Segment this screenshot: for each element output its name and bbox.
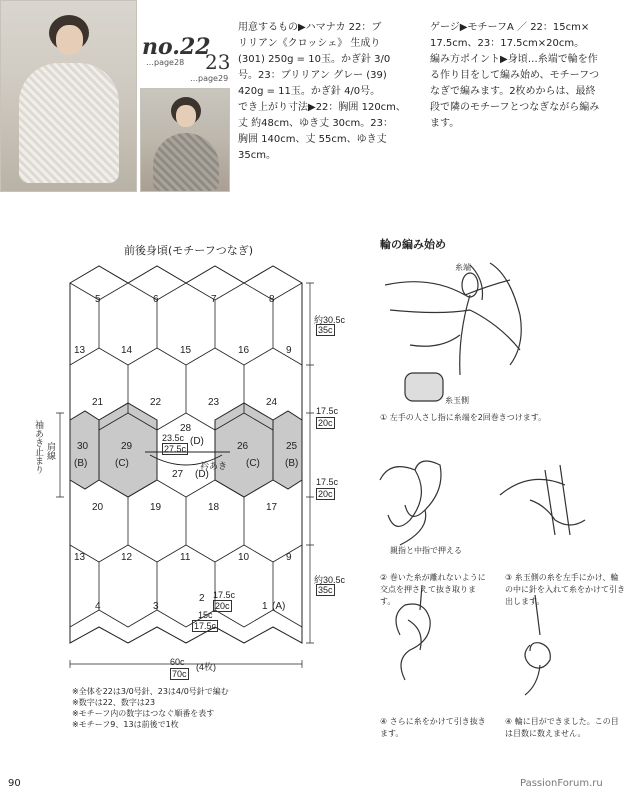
page-ref-22: …page28 bbox=[146, 58, 185, 67]
motif-label: 2 bbox=[199, 593, 205, 604]
motif-label: 11 bbox=[180, 552, 191, 563]
motif-label: 14 bbox=[121, 345, 133, 356]
sub-label-c-left: (C) bbox=[115, 458, 129, 469]
bottom-dim: 60c bbox=[170, 657, 185, 667]
motif-label: 6 bbox=[153, 294, 159, 305]
point-line: 編み方ポイント▶身頃…糸端で輪を作 bbox=[430, 54, 598, 65]
pattern-number-23: 23 bbox=[205, 50, 231, 74]
motif-label: 23 bbox=[208, 397, 220, 408]
motif-dim-23: 20c bbox=[215, 601, 230, 611]
motif-label: 1 bbox=[262, 601, 268, 612]
ring-title: 輪の編み始め bbox=[380, 238, 446, 251]
yarn-end-label: 糸端 bbox=[455, 263, 471, 272]
motif-label: 13 bbox=[74, 552, 86, 563]
page-number: 90 bbox=[8, 778, 21, 789]
neck-dim: 23.5c bbox=[162, 433, 185, 443]
left-hand-illustration bbox=[385, 280, 520, 350]
dim-row1: 約30.5c bbox=[314, 315, 346, 325]
materials-line: 号。23：ブリリアン グレー (39) bbox=[238, 70, 387, 81]
step-4-caption: ④ さらに糸をかけて引き抜きます。 bbox=[380, 717, 486, 738]
materials-line: リリアン《クロッシェ》 生成り bbox=[238, 38, 381, 49]
neck-label: 衿あき bbox=[200, 461, 228, 471]
motif-label: 10 bbox=[238, 552, 250, 563]
motif-label: 18 bbox=[208, 502, 220, 513]
cell-27-label: 27 bbox=[172, 469, 184, 480]
motif-label: 9 bbox=[286, 345, 292, 356]
motif-label: 8 bbox=[269, 294, 275, 305]
diagram-title: 前後身頃(モチーフつなぎ) bbox=[124, 244, 254, 257]
size-line: 丈 約48cm、ゆき丈 30cm。23： bbox=[238, 118, 394, 129]
sub-label-c-right: (C) bbox=[246, 458, 260, 469]
motif-label: 7 bbox=[211, 294, 217, 305]
note-line: ※モチーフ内の数字はつなぐ順番を表す bbox=[72, 709, 215, 718]
motif-label: 28 bbox=[180, 423, 192, 434]
motif-label: 21 bbox=[92, 397, 104, 408]
watermark: PassionForum.ru bbox=[520, 778, 603, 789]
sleeve-opening-label: 袖あき止まり bbox=[34, 420, 44, 474]
size-line: 35cm。 bbox=[238, 150, 276, 161]
note-line: ※数字は22、数字は23 bbox=[72, 698, 156, 707]
bottom-count: (4枚) bbox=[196, 662, 216, 672]
motif-dim: 15c bbox=[198, 610, 213, 620]
gauge-line: 17.5cm、23：17.5cm×20cm。 bbox=[430, 38, 585, 49]
size-line: 胸囲 140cm、丈 55cm、ゆき丈 bbox=[238, 134, 387, 145]
page-ref-23: …page29 bbox=[190, 74, 229, 83]
motif-label: 5 bbox=[95, 294, 101, 305]
step-3-caption: ③ 糸玉側の糸を左手にかけ、輪の中に針を入れて糸をかけて引き出します。 bbox=[505, 573, 625, 606]
sub-label-a: (A) bbox=[272, 601, 286, 612]
yarn-strand bbox=[460, 295, 470, 375]
gauge-line: ゲージ▶モチーフA ／ 22：15cm× bbox=[430, 22, 590, 33]
bottom-dim-23: 70c bbox=[172, 669, 187, 679]
motif-label: 13 bbox=[74, 345, 86, 356]
point-line: る作り目をして編み始め、モチーフつ bbox=[430, 70, 600, 81]
diagram-notes bbox=[72, 686, 312, 730]
motif-dim-23: 17.5c bbox=[194, 621, 217, 631]
sub-label-d-top: (D) bbox=[190, 436, 204, 447]
motif-label: 22 bbox=[150, 397, 162, 408]
dim-row1-23: 35c bbox=[318, 325, 333, 335]
note-line: ※モチーフ9、13は前後で1枚 bbox=[72, 720, 179, 729]
dim-row3-23: 20c bbox=[318, 489, 333, 499]
motif-label: 4 bbox=[95, 601, 101, 612]
ring-illustrations bbox=[370, 255, 620, 725]
loop-illustration-3 bbox=[500, 465, 585, 535]
sub-label-b-left: (B) bbox=[74, 458, 88, 469]
motif-label: 16 bbox=[238, 345, 250, 356]
dim-row4-23: 35c bbox=[318, 585, 333, 595]
point-line: 段で隣のモチーフとつなぎながら編み bbox=[430, 102, 600, 113]
motif-label: 12 bbox=[121, 552, 133, 563]
motif-label: 24 bbox=[266, 397, 278, 408]
materials-line: (301) 250g = 10玉。かぎ針 3/0 bbox=[238, 54, 391, 65]
step-5-caption: ④ 輪に目ができました。この目は目数に数えません。 bbox=[505, 717, 619, 738]
size-line: でき上がり寸法▶22：胸囲 120cm、 bbox=[238, 102, 406, 113]
motif-label: 20 bbox=[92, 502, 104, 513]
step-2-caption: ② 巻いた糸が離れないように交点を押さえて抜き取ります。 bbox=[380, 573, 486, 606]
materials-line: 用意するもの▶ハマナカ 22：ブ bbox=[238, 22, 382, 33]
step-1-caption: ① 左手の人さし指に糸端を2回巻きつけます。 bbox=[380, 413, 547, 422]
dim-row4: 約30.5c bbox=[314, 575, 346, 585]
yarn-ball-label: 糸玉側 bbox=[445, 396, 469, 405]
yarn-ball-icon bbox=[405, 373, 443, 401]
materials-line: 420g = 11玉。かぎ針 4/0号。 bbox=[238, 86, 381, 97]
note-line: ※全体を22は3/0号針、23は4/0号針で編む bbox=[72, 687, 229, 696]
loop-illustration-2 bbox=[380, 461, 441, 545]
point-line: ます。 bbox=[430, 118, 460, 129]
point-line: なぎで編みます。2枚めからは、最終 bbox=[430, 86, 596, 97]
motif-label: 3 bbox=[153, 601, 159, 612]
neck-dim-23: 27.5c bbox=[164, 444, 187, 454]
motif-label: 19 bbox=[150, 502, 162, 513]
pattern-number-22: no.22 bbox=[142, 34, 211, 60]
motif-label: 15 bbox=[180, 345, 192, 356]
motif-label: 25 bbox=[286, 441, 298, 452]
motif-dim: 17.5c bbox=[213, 590, 236, 600]
motif-label: 26 bbox=[237, 441, 249, 452]
motif-label: 17 bbox=[266, 502, 278, 513]
sub-label-d-bottom: (D) bbox=[195, 469, 209, 480]
motif-label: 30 bbox=[77, 441, 89, 452]
dim-row2-23: 20c bbox=[318, 418, 333, 428]
fingers-label: 親指と中指で押える bbox=[390, 546, 462, 555]
motif-label: 9 bbox=[286, 552, 292, 563]
motif-label: 29 bbox=[121, 441, 133, 452]
sub-label-b-right: (B) bbox=[285, 458, 299, 469]
dim-row3: 17.5c bbox=[316, 477, 339, 487]
loop-illustration-5 bbox=[525, 595, 550, 695]
shoulder-line-label: 肩線 bbox=[46, 442, 56, 460]
dim-row2: 17.5c bbox=[316, 406, 339, 416]
